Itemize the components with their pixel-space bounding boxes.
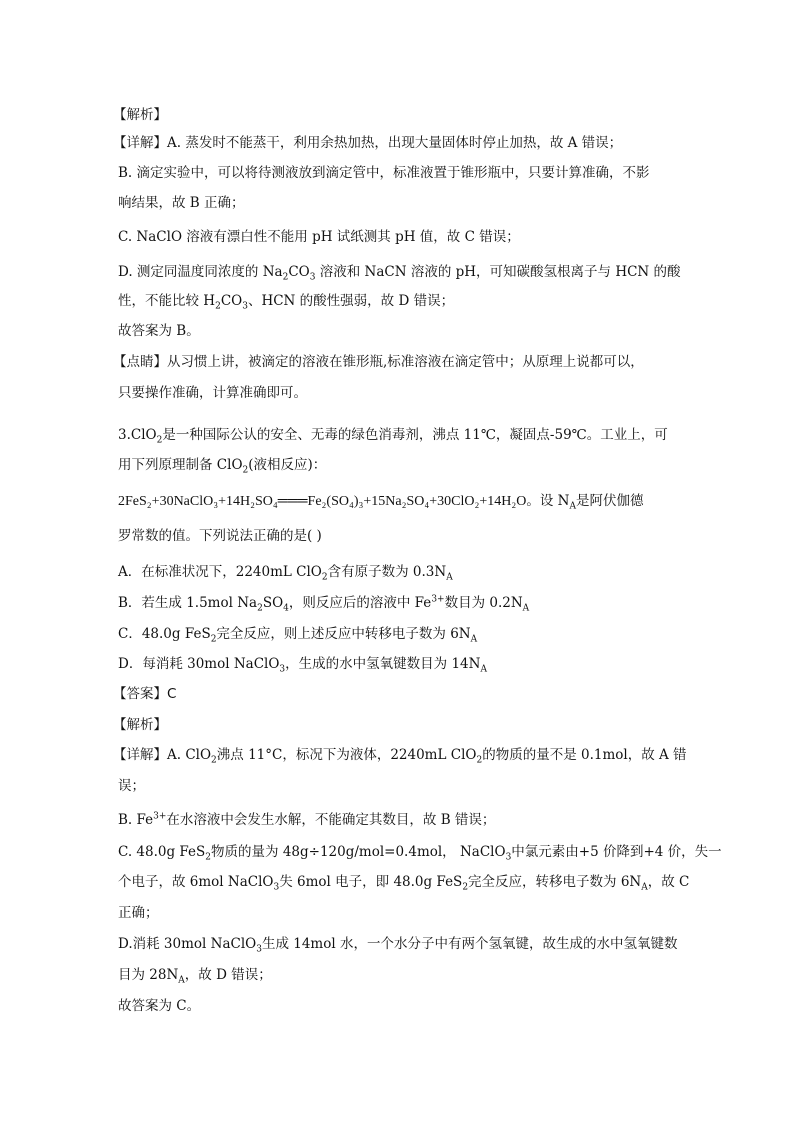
- option-a: A．在标准状况下，2240mL ClO$_2$含有原子数为 $0.3N_A$: [118, 564, 453, 583]
- option-c: C．48.0g FeS$_2$完全反应，则上述反应中转移电子数为 $6N_A$: [118, 626, 478, 645]
- detail-line-d1: D. 测定同温度同浓度的 $Na_2CO_3$ 溶液和 NaCN 溶液的 pH，可知碳酸氢根离子与 HCN 的酸: [118, 264, 681, 283]
- analysis-heading: 【解析】: [113, 107, 167, 123]
- detail-line-d2: 性，不能比较 $H_2CO_3$、HCN 的酸性强弱，故 D 错误；: [118, 293, 455, 312]
- option-b: B．若生成 1.5mol $Na_2SO_4$，则反应后的溶液中 $Fe^{3+}$数目为 $0.2N_A$: [118, 594, 530, 614]
- detail2-line-d1: D.消耗 30mol NaClO$_3$生成 14mol 水，一个水分子中有两个氢氧键，故生成的水中氢氧键数: [118, 936, 678, 955]
- detail2-line-c2: 个电子，故 6mol NaClO$_3$失 6mol 电子，即 48.0g FeS$_2$完全反应，转移电子数为 $6N_A$，故 C: [118, 874, 690, 893]
- detail2-line-a1: 【详解】A. ClO$_2$沸点 11°C，标况下为液体，2240mL ClO$_2$的物质的量不是 0.1mol，故 A 错: [113, 747, 687, 766]
- question3-line-1: 3.ClO$_2$是一种国际公认的安全、无毒的绿色消毒剂，沸点 11℃，凝固点-59℃。工业上，可: [118, 427, 668, 446]
- detail2-line-c1: C. 48.0g FeS$_2$物质的量为 48g÷120g/mol=0.4mol， NaClO$_3$中氯元素由+5 价降到+4 价，失一: [118, 844, 722, 863]
- answer-line-2: 故答案为 C。: [118, 998, 201, 1014]
- detail2-line-a2: 误；: [118, 778, 145, 794]
- detail-line-b2: 响结果，故 B 正确；: [118, 195, 245, 211]
- detail-tag: 【详解】: [113, 135, 167, 151]
- equation: 2FeS₂+30NaClO₃+14H₂SO₄═══Fe₂(SO₄)₃+15Na₂SO₄+30ClO₂+14H₂O: [118, 494, 527, 509]
- comment-tag: 【点睛】: [113, 354, 167, 370]
- analysis-heading-2: 【解析】: [113, 717, 167, 733]
- question3-line-2: 用下列原理制备 ClO$_2$(液相反应)：: [118, 457, 327, 476]
- detail-tag-2: 【详解】: [113, 747, 167, 763]
- detail2-line-c3: 正确；: [118, 905, 159, 921]
- question3-line-4: 罗常数的值。下列说法正确的是( ): [118, 528, 322, 544]
- comment-line-1: 【点睛】从习惯上讲，被滴定的溶液在锥形瓶,标准溶液在滴定管中；从原理上说都可以，: [113, 354, 644, 370]
- comment-line-2: 只要操作准确，计算准确即可。: [118, 385, 307, 401]
- detail2-line-b: B. $Fe^{3+}$在水溶液中会发生水解，不能确定其数目，故 B 错误；: [118, 811, 496, 828]
- detail2-line-d2: 目为 $28N_A$，故 D 错误；: [118, 967, 272, 986]
- detail-line-c: C. NaClO 溶液有漂白性不能用 pH 试纸测其 pH 值，故 C 错误；: [118, 229, 520, 245]
- answer-line-1: 故答案为 B。: [118, 323, 200, 339]
- option-d: D．每消耗 30mol NaClO$_3$，生成的水中氢氧键数目为 $14N_A$: [118, 656, 487, 675]
- detail-line-a: 【详解】A. 蒸发时不能蒸干，利用余热加热，出现大量固体时停止加热，故 A 错误；: [113, 135, 623, 151]
- answer-heading: 【答案】C: [113, 686, 177, 702]
- reaction-equation: 2FeS₂+30NaClO₃+14H₂SO₄═══Fe₂(SO₄)₃+15Na₂SO₄+30ClO₂+14H₂O。设 $N_A$是阿伏伽德: [118, 493, 644, 512]
- detail-line-b1: B. 滴定实验中，可以将待测液放到滴定管中，标准液置于锥形瓶中，只要计算准确，不影: [118, 165, 650, 181]
